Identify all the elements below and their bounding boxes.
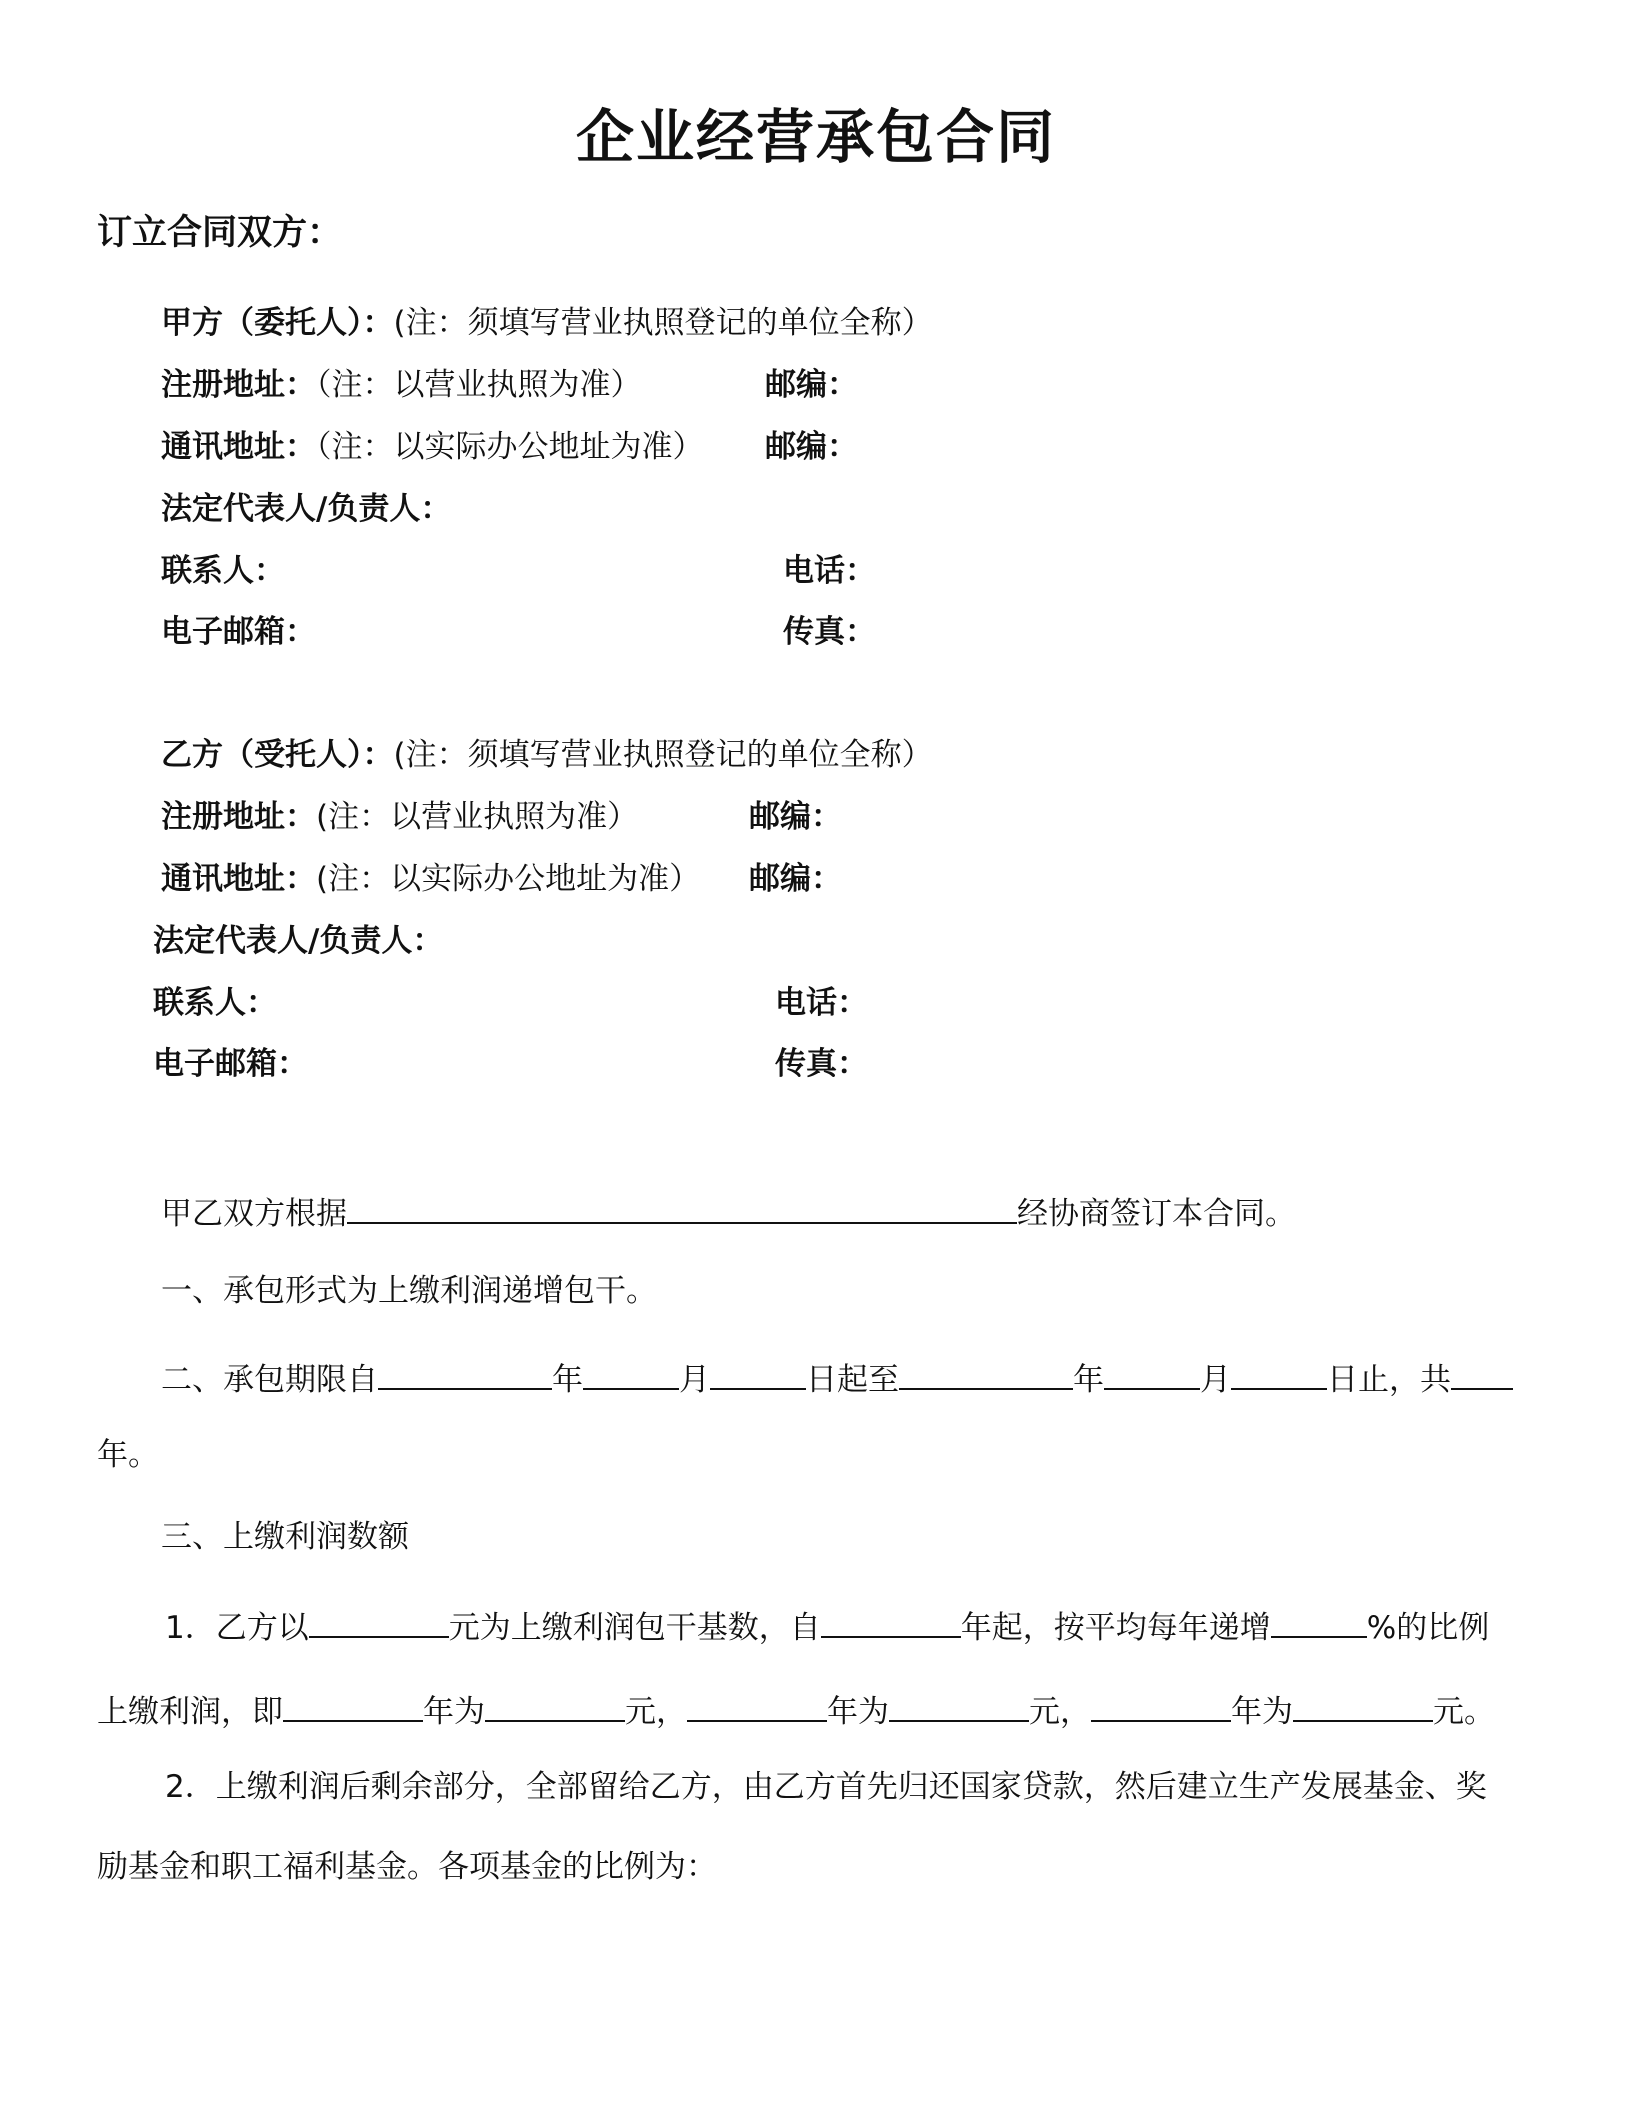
party-a-legal-rep-label: 法定代表人/负责人： <box>161 491 452 527</box>
start-year-blank[interactable] <box>378 1358 552 1390</box>
year-1-blank[interactable] <box>283 1690 423 1722</box>
item-1-e: 上缴利润，即 <box>97 1694 283 1730</box>
parties-heading: 订立合同双方： <box>97 213 343 253</box>
party-b-reg-address <box>161 799 639 835</box>
party-a-contact-label: 联系人： <box>161 553 285 589</box>
party-b-comm-address-note: (注：以实际办公地址为准） <box>316 861 701 897</box>
party-a-reg-address-note: （注：以营业执照为准） <box>316 367 642 403</box>
clause-3-heading: 三、上缴利润数额 <box>161 1519 409 1555</box>
party-b-reg-address-label: 注册地址： <box>161 799 316 835</box>
clause-3-item-2-line2: 励基金和职工福利基金。各项基金的比例为： <box>97 1849 717 1885</box>
party-a-name-label: 甲方（委托人）： <box>161 305 394 341</box>
party-a-email-label: 电子邮箱： <box>161 614 316 650</box>
party-b-name-row <box>161 737 933 773</box>
party-b-reg-zip-label: 邮编： <box>749 799 842 835</box>
party-a-reg-address-label: 注册地址： <box>161 367 316 403</box>
party-b-contact-label: 联系人： <box>153 985 277 1021</box>
party-b-phone-label: 电话： <box>775 985 868 1021</box>
start-month-blank[interactable] <box>583 1358 679 1390</box>
clause-2-year-label: 年 <box>552 1362 583 1398</box>
party-b-legal-rep-label: 法定代表人/负责人： <box>153 923 444 959</box>
basis-blank[interactable] <box>347 1192 1017 1224</box>
item-1-b: 元为上缴利润包干基数，自 <box>448 1610 821 1646</box>
intro-line <box>161 1192 1296 1230</box>
party-b-fax-label: 传真： <box>775 1046 868 1082</box>
party-b-comm-zip-label: 邮编： <box>749 861 842 897</box>
party-a-comm-address-note: （注：以实际办公地址为准） <box>316 429 704 465</box>
party-b-comm-address-label: 通讯地址： <box>161 861 316 897</box>
start-year-blank-2[interactable] <box>821 1606 961 1638</box>
party-a-name-row <box>161 305 933 341</box>
clause-2-year-label-2: 年 <box>1073 1362 1104 1398</box>
party-a-comm-address <box>161 429 704 465</box>
year-3-blank[interactable] <box>1091 1690 1231 1722</box>
item-1-yuan-2: 元， <box>1029 1694 1091 1730</box>
clause-2-prefix: 二、承包期限自 <box>161 1362 378 1398</box>
party-a-reg-address <box>161 367 642 403</box>
amount-2-blank[interactable] <box>889 1690 1029 1722</box>
clause-3-item-1-line2 <box>97 1690 1495 1728</box>
page-title: 企业经营承包合同 <box>575 103 1056 171</box>
clause-2-day-from: 日起至 <box>806 1362 899 1398</box>
amount-1-blank[interactable] <box>485 1690 625 1722</box>
party-b-name-label: 乙方（受托人）： <box>161 737 394 773</box>
item-1-yuan-1: 元， <box>625 1694 687 1730</box>
clause-1: 一、承包形式为上缴利润递增包干。 <box>161 1273 657 1309</box>
intro-after: 经协商签订本合同。 <box>1017 1196 1296 1232</box>
party-a-reg-zip-label: 邮编： <box>765 367 858 403</box>
clause-2-day-to: 日止，共 <box>1327 1362 1451 1398</box>
party-b-email-label: 电子邮箱： <box>153 1046 308 1082</box>
clause-3-item-1-line1 <box>165 1606 1489 1644</box>
party-b-name-note: (注：须填写营业执照登记的单位全称） <box>393 737 933 773</box>
clause-3-item-2-line1: 2．上缴利润后剩余部分，全部留给乙方，由乙方首先归还国家贷款，然后建立生产发展基金、奖 <box>165 1769 1487 1805</box>
end-day-blank[interactable] <box>1231 1358 1327 1390</box>
increase-percent-blank[interactable] <box>1271 1606 1367 1638</box>
item-1-yuan-end: 元。 <box>1433 1694 1495 1730</box>
item-1-year-as-1: 年为 <box>423 1694 485 1730</box>
end-year-blank[interactable] <box>899 1358 1073 1390</box>
start-day-blank[interactable] <box>710 1358 806 1390</box>
party-a-comm-zip-label: 邮编： <box>765 429 858 465</box>
intro-before: 甲乙双方根据 <box>161 1196 347 1232</box>
party-a-phone-label: 电话： <box>783 553 876 589</box>
item-1-a: 1．乙方以 <box>165 1610 309 1646</box>
item-1-year-as-3: 年为 <box>1231 1694 1293 1730</box>
clause-2-end: 年。 <box>97 1437 159 1473</box>
party-a-name-note: (注：须填写营业执照登记的单位全称） <box>393 305 933 341</box>
clause-2-month-label: 月 <box>679 1362 710 1398</box>
year-2-blank[interactable] <box>687 1690 827 1722</box>
clause-2-month-label-2: 月 <box>1200 1362 1231 1398</box>
end-month-blank[interactable] <box>1104 1358 1200 1390</box>
party-a-comm-address-label: 通讯地址： <box>161 429 316 465</box>
total-years-blank[interactable] <box>1451 1358 1513 1390</box>
clause-2-line1 <box>161 1358 1513 1396</box>
party-a-fax-label: 传真： <box>783 614 876 650</box>
item-1-c: 年起，按平均每年递增 <box>960 1610 1271 1646</box>
base-amount-blank[interactable] <box>309 1606 449 1638</box>
party-b-reg-address-note: (注：以营业执照为准） <box>316 799 639 835</box>
party-b-comm-address <box>161 861 701 897</box>
item-1-year-as-2: 年为 <box>827 1694 889 1730</box>
item-1-d: %的比例 <box>1366 1610 1490 1646</box>
amount-3-blank[interactable] <box>1293 1690 1433 1722</box>
